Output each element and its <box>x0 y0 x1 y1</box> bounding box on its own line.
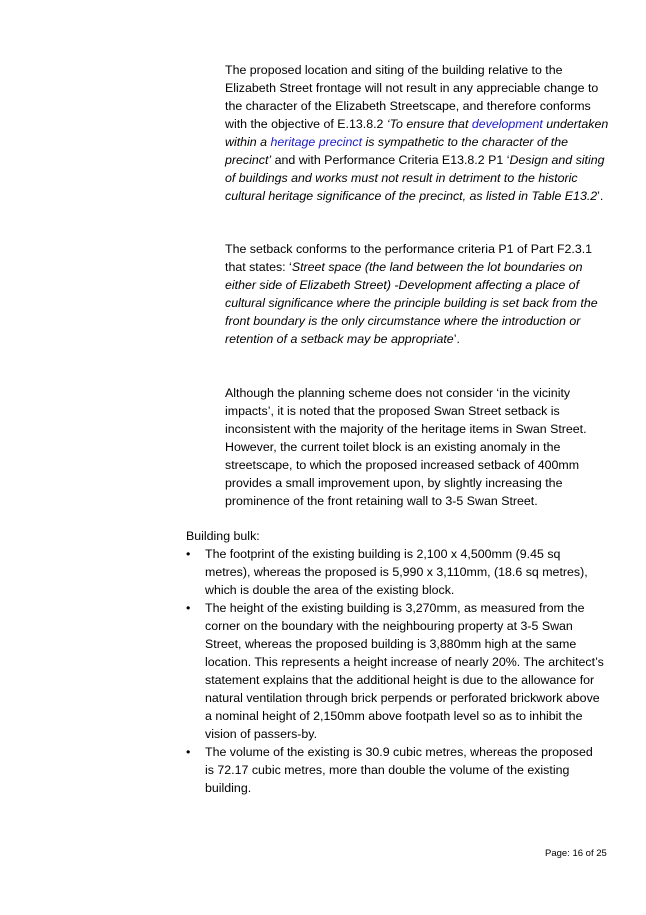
setback-quote-close: ’. <box>453 332 460 346</box>
performance-criteria-text: and with Performance Criteria E13.8.2 P1 <box>271 153 507 167</box>
page-number: Page: 16 of 25 <box>545 848 607 859</box>
criteria-quote-close: ’. <box>597 189 604 203</box>
siting-text: The proposed location and siting of the building relative to the Elizabeth Street frontage will not result in any appreciable change to the character of the Elizabeth Streetscape, and therefore conforms with the objective of E.13.8.2 <box>225 63 599 131</box>
list-item <box>186 743 604 797</box>
development-link[interactable]: development <box>471 117 543 131</box>
paragraph-siting <box>225 61 610 205</box>
building-bulk-heading: Building bulk: <box>186 529 260 543</box>
list-item-text: The volume of the existing is 30.9 cubic metres, whereas the proposed is 72.17 cubic metres, more than double the volume of the existing building. <box>205 745 593 795</box>
paragraph-vicinity: Although the planning scheme does not consider ‘in the vicinity impacts’, it is noted that the proposed Swan Street setback is inconsistent with the majority of the heritage items in Swan Street. However, the current toilet block is an existing anomaly in the streetscape, to which the proposed increased setback of 400mm provides a small improvement upon, by slightly increasing the prominence of the front retaining wall to 3-5 Swan Street. <box>225 386 587 508</box>
objective-quote-end: is sympathetic to the character of the precinct’ <box>225 135 568 167</box>
paragraph-setback <box>225 240 610 348</box>
criteria-quote: Design and siting of buildings and works must not result in detriment to the historic cultural heritage significance of the precinct, as listed in Table E13.2 <box>225 153 605 203</box>
bullet-icon: • <box>186 745 191 759</box>
setback-text: The setback conforms to the performance criteria P1 of Part F2.3.1 that states: ‘ <box>225 242 593 274</box>
building-bulk-list <box>186 545 604 797</box>
list-item-text: The height of the existing building is 3,270mm, as measured from the corner on the boundary with the neighbouring property at 3-5 Swan Street, whereas the proposed building is 3,880mm high at the same location. This represents a height increase of nearly 20%. The architect’s statement explains that the additional height is due to the allowance for natural ventilation through brick perpends or perforated brickwork above a nominal height of 2,150mm above footpath level so as to inhibit the vision of passers-by. <box>205 601 604 741</box>
objective-quote-mid: undertaken within a <box>225 117 609 149</box>
list-item <box>186 599 604 743</box>
bullet-icon: • <box>186 601 191 615</box>
heritage-precinct-link[interactable]: heritage precinct <box>270 135 363 149</box>
bullet-icon: • <box>186 547 191 561</box>
list-item <box>186 545 604 599</box>
criteria-quote-open: ‘ <box>506 153 510 167</box>
list-item-text: The footprint of the existing building is 2,100 x 4,500mm (9.45 sq metres), whereas the proposed is 5,990 x 3,110mm, (18.6 sq metres), which is double the area of the existing block. <box>205 547 588 597</box>
setback-quote: Street space (the land between the lot boundaries on either side of Elizabeth Street) -Development affecting a place of cultural significance where the principle building is set back from the front boundary is the only circumstance where the introduction or retention of a setback may be appropriate <box>225 260 598 346</box>
objective-quote-open: ‘To ensure that <box>386 117 472 131</box>
